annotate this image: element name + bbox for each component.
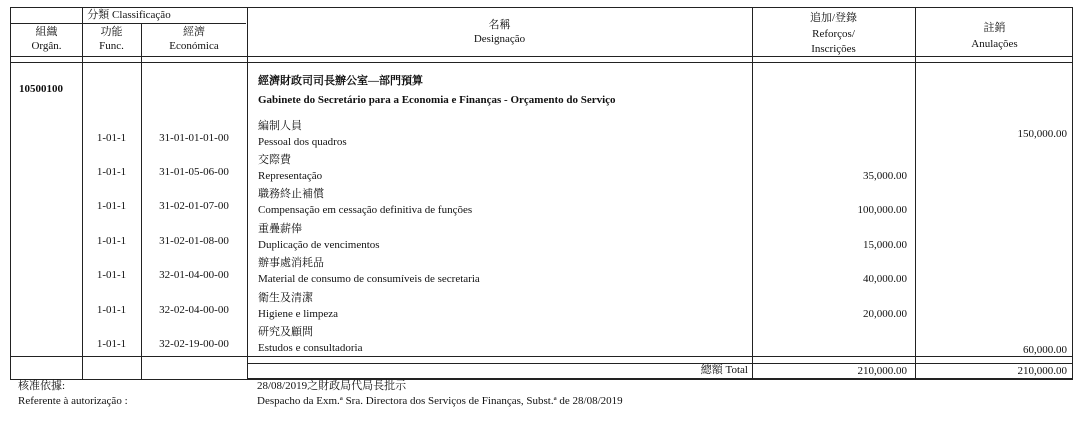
- header-bottom-rule: [11, 56, 1072, 57]
- header-double-rule: [11, 62, 1072, 63]
- row-func-code: 1-01-1: [96, 235, 127, 247]
- budget-table: [10, 7, 1073, 380]
- organ-header-zh: 組織: [35, 26, 58, 38]
- row-func-code: 1-01-1: [96, 338, 127, 350]
- header-subdivider: [11, 23, 246, 24]
- row-anulacoes: 150,000.00: [1017, 128, 1067, 140]
- total-reforcos: 210,000.00: [857, 365, 907, 377]
- row-econ-code: 32-01-04-00-00: [159, 269, 229, 281]
- reforcos-header-pt2: Inscrições: [811, 43, 856, 55]
- row-designation-pt: Estudos e consultadoria: [258, 342, 363, 354]
- col-divider: [247, 8, 248, 379]
- footer-label-zh: 核准依據:: [18, 380, 66, 392]
- func-header-zh: 功能: [100, 26, 123, 38]
- anul-header-pt: Anulações: [971, 38, 1018, 50]
- row-econ-code: 31-02-01-08-00: [159, 235, 229, 247]
- row-designation-zh: 辦事處消耗品: [258, 257, 324, 269]
- row-designation-zh: 職務終止補償: [258, 188, 324, 200]
- row-reforcos: 15,000.00: [863, 239, 907, 251]
- row-anulacoes: 60,000.00: [1023, 344, 1067, 356]
- row-designation-zh: 衛生及清潔: [258, 292, 313, 304]
- row-reforcos: 40,000.00: [863, 273, 907, 285]
- row-reforcos: 100,000.00: [857, 204, 907, 216]
- anul-header-zh: 註銷: [983, 22, 1006, 34]
- reforcos-header-zh: 追加/登錄: [809, 12, 858, 24]
- row-econ-code: 31-01-05-06-00: [159, 166, 229, 178]
- row-econ-code: 31-02-01-07-00: [159, 200, 229, 212]
- row-designation-zh: 研究及顧問: [258, 326, 313, 338]
- row-econ-code: 32-02-19-00-00: [159, 338, 229, 350]
- footer-value-zh: 28/08/2019之財政局代局長批示: [257, 380, 407, 392]
- body-bottom-rule: [11, 356, 1072, 357]
- col-divider: [752, 8, 753, 379]
- section-title-zh: 經濟財政司司長辦公室—部門預算: [258, 75, 423, 87]
- row-designation-zh: 重疊薪俸: [258, 223, 302, 235]
- row-designation-pt: Material de consumo de consumíveis de secretaria: [258, 273, 480, 285]
- desig-header-pt: Designação: [473, 33, 526, 45]
- row-designation-pt: Compensação em cessação definitiva de funções: [258, 204, 473, 216]
- organ-code: 10500100: [19, 83, 63, 95]
- col-divider: [915, 8, 916, 379]
- row-func-code: 1-01-1: [96, 304, 127, 316]
- row-designation-pt: Higiene e limpeza: [258, 308, 339, 320]
- row-func-code: 1-01-1: [96, 269, 127, 281]
- row-func-code: 1-01-1: [96, 166, 127, 178]
- total-label: 總額 Total: [700, 364, 748, 376]
- footer-value-pt: Despacho da Exm.ª Sra. Directora dos Serviços de Finanças, Subst.ª de 28/08/2019: [257, 395, 623, 407]
- footer-label-pt: Referente à autorização :: [18, 395, 128, 407]
- total-anulacoes: 210,000.00: [1017, 365, 1067, 377]
- row-designation-pt: Duplicação de vencimentos: [258, 239, 380, 251]
- row-econ-code: 31-01-01-01-00: [159, 132, 229, 144]
- classificacao-header: 分類 Classificação: [87, 9, 171, 21]
- row-econ-code: 32-02-04-00-00: [159, 304, 229, 316]
- row-reforcos: 35,000.00: [863, 170, 907, 182]
- desig-header-zh: 名稱: [488, 19, 511, 31]
- row-designation-zh: 交際費: [258, 154, 291, 166]
- total-bottom-rule: [247, 378, 1072, 379]
- row-func-code: 1-01-1: [96, 200, 127, 212]
- row-func-code: 1-01-1: [96, 132, 127, 144]
- func-header-pt: Func.: [99, 40, 124, 52]
- econ-header-zh: 經濟: [183, 26, 205, 38]
- organ-header-pt: Orgân.: [31, 40, 62, 52]
- row-designation-zh: 編制人員: [258, 120, 302, 132]
- row-designation-pt: Representação: [258, 170, 323, 182]
- row-designation-pt: Pessoal dos quadros: [258, 136, 347, 148]
- econ-header-pt: Económica: [169, 40, 219, 52]
- reforcos-header-pt1: Reforços/: [812, 28, 855, 40]
- section-title-pt: Gabinete do Secretário para a Economia e Finanças - Orçamento do Serviço: [258, 94, 616, 106]
- col-divider: [82, 8, 83, 379]
- row-reforcos: 20,000.00: [863, 308, 907, 320]
